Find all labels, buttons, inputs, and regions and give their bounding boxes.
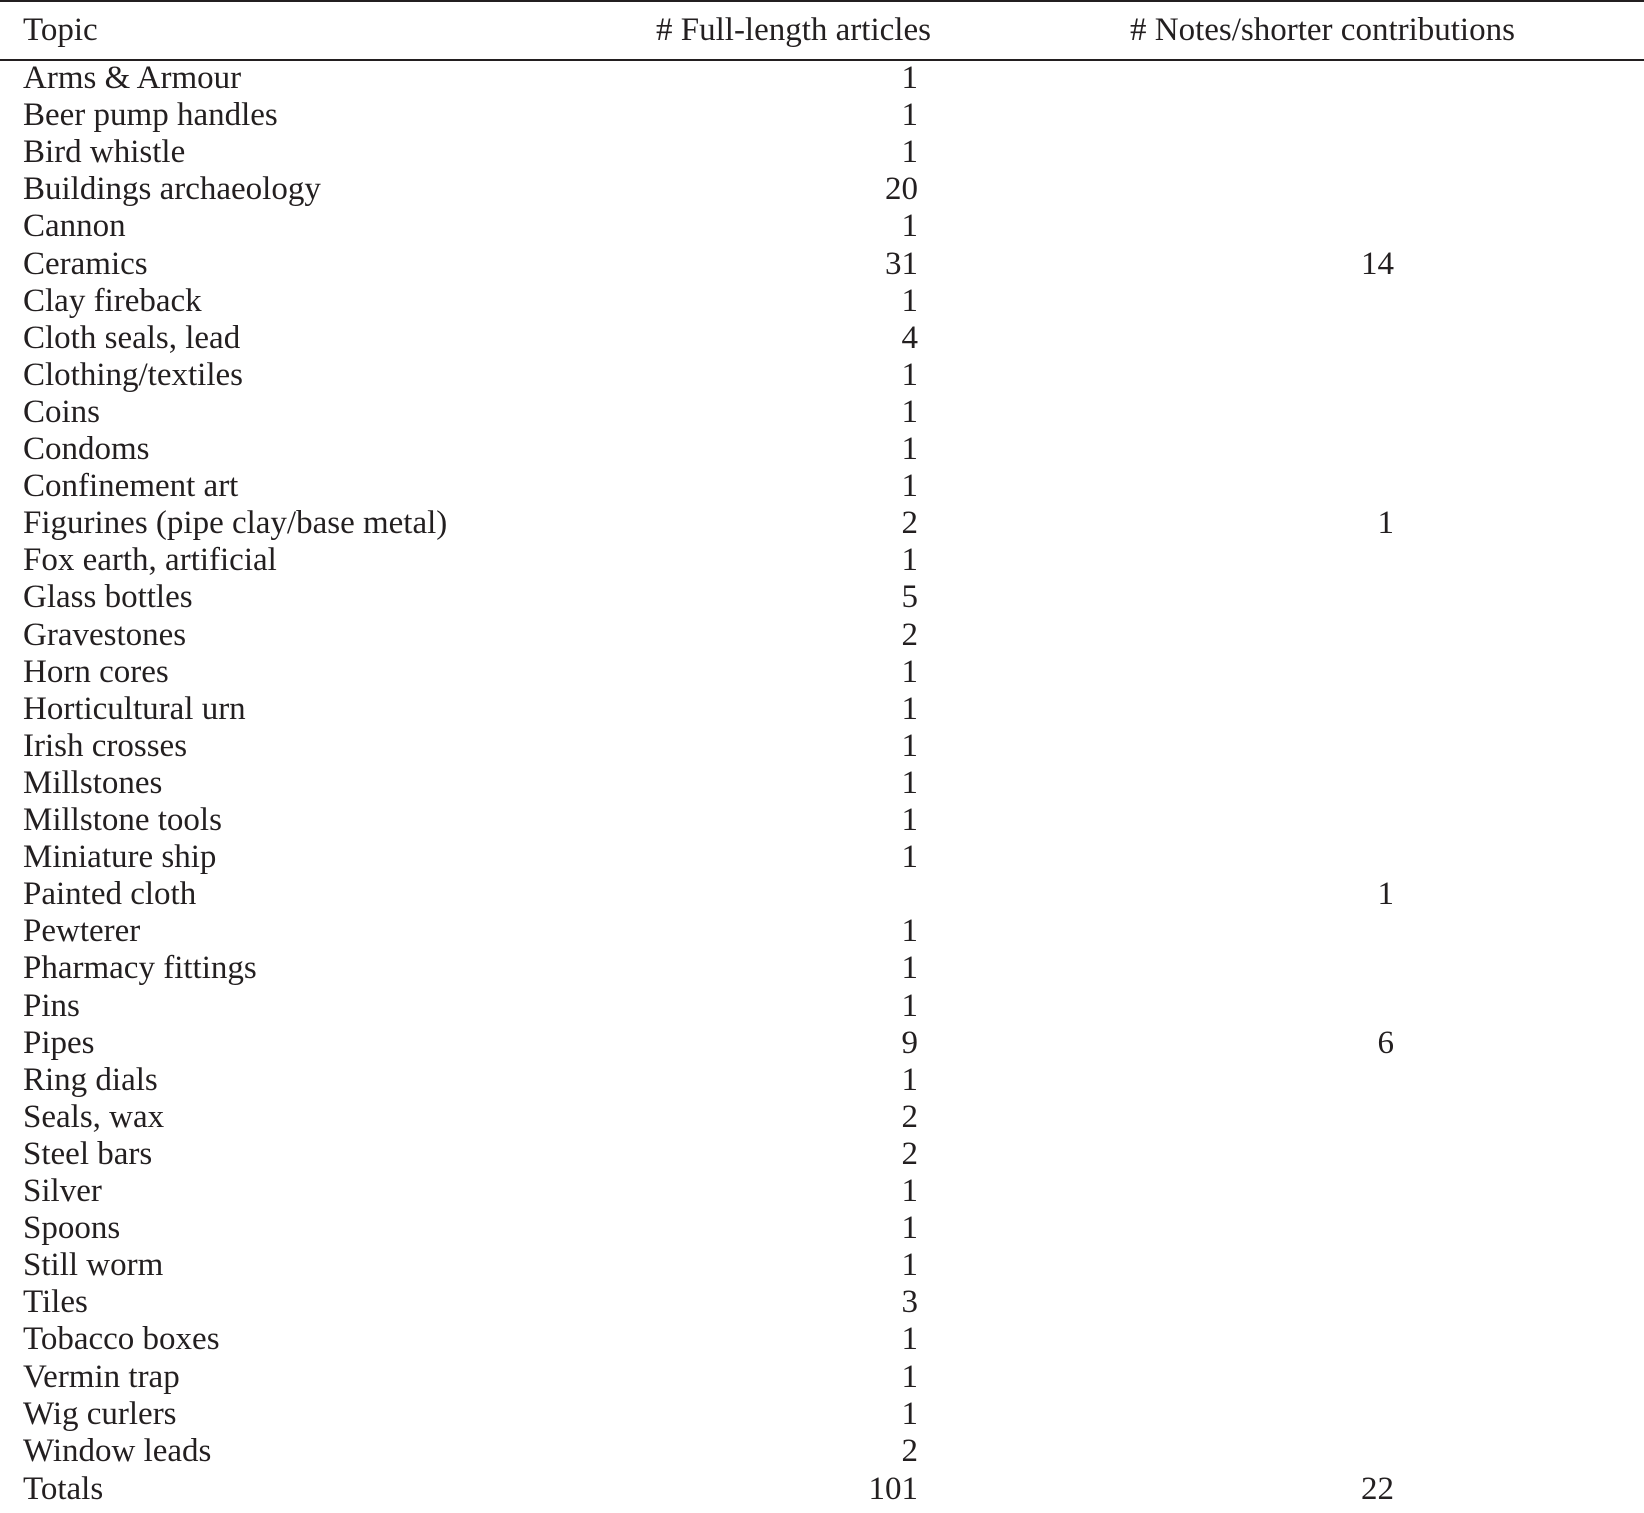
full-length-count-cell (640, 876, 918, 913)
notes-count-cell: 6 (1377, 1024, 1394, 1061)
topic-cell: Pipes (23, 1024, 95, 1061)
table-row (0, 1433, 1644, 1470)
full-length-count-cell: 20 (885, 171, 918, 208)
full-length-count-cell: 1 (901, 134, 918, 171)
notes-count-cell: 1 (1377, 876, 1394, 913)
full-length-count-cell: 1 (901, 653, 918, 690)
topic-cell: Cannon (23, 208, 126, 245)
full-length-count-cell: 3 (901, 1284, 918, 1321)
full-length-count-cell: 1 (901, 1061, 918, 1098)
notes-count-cell (1280, 208, 1394, 245)
table-row (0, 617, 1644, 654)
full-length-count-cell: 1 (901, 764, 918, 801)
full-length-count-cell: 1 (901, 913, 918, 950)
table-row (0, 1210, 1644, 1247)
full-length-count-cell: 1 (901, 1395, 918, 1432)
topic-cell: Vermin trap (23, 1358, 180, 1395)
topic-cell: Bird whistle (23, 134, 186, 171)
notes-count-cell: 1 (1377, 505, 1394, 542)
table-row (0, 505, 1644, 542)
topic-cell: Millstones (23, 764, 163, 801)
full-length-count-cell: 9 (901, 1024, 918, 1061)
notes-count-cell (1280, 765, 1394, 802)
notes-count-cell (1280, 988, 1394, 1025)
topic-cell: Miniature ship (23, 839, 217, 876)
topic-cell: Horticultural urn (23, 690, 246, 727)
table-row (0, 97, 1644, 134)
topic-cell: Clay fireback (23, 282, 202, 319)
notes-count-cell (1280, 320, 1394, 357)
table-row (0, 1062, 1644, 1099)
topic-cell: Confinement art (23, 468, 239, 505)
table-row (0, 802, 1644, 839)
topic-cell: Horn cores (23, 653, 169, 690)
header-full-length-articles: # Full-length articles (656, 12, 931, 48)
notes-count-cell (1280, 1099, 1394, 1136)
topic-cell: Steel bars (23, 1135, 153, 1172)
table-row (0, 765, 1644, 802)
table-row (0, 839, 1644, 876)
notes-count-cell (1280, 283, 1394, 320)
topic-cell: Still worm (23, 1247, 164, 1284)
table-row (0, 1359, 1644, 1396)
full-length-count-cell: 1 (901, 839, 918, 876)
topic-cell: Tobacco boxes (23, 1321, 220, 1358)
table-row (0, 988, 1644, 1025)
topic-cell: Silver (23, 1173, 102, 1209)
table-row (0, 542, 1644, 579)
topic-cell: Tiles (23, 1284, 88, 1321)
full-length-count-cell: 1 (901, 542, 918, 579)
table-row (0, 171, 1644, 208)
table-row (0, 691, 1644, 728)
table-row (0, 134, 1644, 171)
full-length-count-cell: 1 (901, 727, 918, 764)
table-row (0, 1247, 1644, 1284)
topic-cell: Clothing/textiles (23, 356, 243, 393)
topic-cell: Gravestones (23, 616, 187, 653)
full-length-count-cell: 1 (901, 1173, 918, 1209)
notes-count-cell (1280, 950, 1394, 987)
notes-count-cell (1280, 394, 1394, 431)
notes-count-cell (1280, 60, 1394, 97)
full-length-count-cell: 1 (901, 1247, 918, 1284)
topic-cell: Condoms (23, 431, 150, 467)
notes-count-cell (1280, 431, 1394, 468)
notes-count-cell (1280, 357, 1394, 394)
topic-cell: Seals, wax (23, 1098, 165, 1135)
notes-count-cell (1280, 1062, 1394, 1099)
table-row (0, 579, 1644, 616)
notes-count-cell (1280, 1321, 1394, 1358)
table-totals-row (0, 1471, 1644, 1508)
table-header-row (0, 12, 1644, 49)
topic-cell: Coins (23, 393, 101, 430)
topic-cell: Figurines (pipe clay/base metal) (23, 505, 448, 542)
table-row (0, 431, 1644, 468)
table-row (0, 394, 1644, 431)
full-length-count-cell: 1 (901, 1358, 918, 1395)
table-row (0, 1025, 1644, 1062)
table-row (0, 1396, 1644, 1433)
table-row (0, 876, 1644, 913)
table-row (0, 246, 1644, 283)
table-row (0, 1099, 1644, 1136)
full-length-count-cell: 1 (901, 950, 918, 987)
notes-count-cell (1280, 617, 1394, 654)
topic-cell: Beer pump handles (23, 97, 278, 134)
notes-count-cell (1280, 542, 1394, 579)
header-notes-shorter-contributions: # Notes/shorter contributions (1130, 12, 1515, 48)
topic-cell: Pharmacy fittings (23, 950, 257, 987)
full-length-count-cell: 4 (901, 319, 918, 356)
notes-count-cell (1280, 1433, 1394, 1470)
table-top-rule (0, 0, 1644, 2)
full-length-count-cell: 2 (901, 1135, 918, 1172)
full-length-count-cell: 1 (901, 393, 918, 430)
totals-label: Totals (23, 1471, 104, 1507)
table-row (0, 654, 1644, 691)
notes-count-cell (1280, 1173, 1394, 1210)
topic-cell: Millstone tools (23, 802, 222, 838)
notes-count-cell (1280, 1359, 1394, 1396)
topic-cell: Pewterer (23, 913, 141, 950)
full-length-count-cell: 1 (901, 356, 918, 393)
table-row (0, 60, 1644, 97)
header-topic: Topic (23, 12, 98, 48)
full-length-count-cell: 1 (901, 802, 918, 838)
notes-count-cell (1280, 654, 1394, 691)
notes-count-cell (1280, 691, 1394, 728)
full-length-count-cell: 1 (901, 208, 918, 245)
notes-count-cell (1280, 728, 1394, 765)
topic-cell: Glass bottles (23, 579, 193, 616)
topic-cell: Ceramics (23, 245, 148, 282)
topic-cell: Painted cloth (23, 876, 197, 913)
table-row (0, 1321, 1644, 1358)
totals-full-length: 101 (868, 1471, 918, 1507)
totals-notes: 22 (1361, 1471, 1394, 1507)
notes-count-cell (1280, 579, 1394, 616)
full-length-count-cell: 31 (885, 245, 918, 282)
notes-count-cell (1280, 1284, 1394, 1321)
topic-cell: Fox earth, artificial (23, 542, 277, 579)
topic-cell: Buildings archaeology (23, 171, 321, 208)
full-length-count-cell: 1 (901, 282, 918, 319)
full-length-count-cell: 2 (901, 1432, 918, 1469)
notes-count-cell (1280, 1396, 1394, 1433)
full-length-count-cell: 1 (901, 987, 918, 1024)
full-length-count-cell: 1 (901, 60, 918, 96)
full-length-count-cell: 5 (901, 579, 918, 616)
full-length-count-cell: 1 (901, 97, 918, 134)
table-row (0, 468, 1644, 505)
notes-count-cell (1280, 802, 1394, 839)
notes-count-cell (1280, 468, 1394, 505)
notes-count-cell (1280, 913, 1394, 950)
notes-count-cell (1280, 839, 1394, 876)
full-length-count-cell: 2 (901, 505, 918, 542)
notes-count-cell (1280, 134, 1394, 171)
topic-cell: Cloth seals, lead (23, 319, 241, 356)
full-length-count-cell: 1 (901, 1321, 918, 1358)
topic-cell: Pins (23, 987, 80, 1024)
full-length-count-cell: 1 (901, 431, 918, 467)
table-row (0, 208, 1644, 245)
full-length-count-cell: 2 (901, 616, 918, 653)
table-row (0, 1136, 1644, 1173)
topic-cell: Arms & Armour (23, 60, 242, 96)
table-row (0, 950, 1644, 987)
table-row (0, 320, 1644, 357)
topic-cell: Window leads (23, 1432, 212, 1469)
table-row (0, 728, 1644, 765)
notes-count-cell (1280, 171, 1394, 208)
table-row (0, 283, 1644, 320)
topic-cell: Irish crosses (23, 727, 188, 764)
notes-count-cell (1280, 1247, 1394, 1284)
table-row (0, 1284, 1644, 1321)
full-length-count-cell: 1 (901, 690, 918, 727)
topic-cell: Wig curlers (23, 1395, 177, 1432)
notes-count-cell: 14 (1361, 245, 1394, 282)
topic-cell: Ring dials (23, 1061, 158, 1098)
full-length-count-cell: 1 (901, 468, 918, 505)
notes-count-cell (1280, 1136, 1394, 1173)
table-row (0, 913, 1644, 950)
topic-cell: Spoons (23, 1210, 121, 1247)
full-length-count-cell: 2 (901, 1098, 918, 1135)
full-length-count-cell: 1 (901, 1210, 918, 1247)
table-row (0, 357, 1644, 394)
table-row (0, 1173, 1644, 1210)
notes-count-cell (1280, 1210, 1394, 1247)
notes-count-cell (1280, 97, 1394, 134)
